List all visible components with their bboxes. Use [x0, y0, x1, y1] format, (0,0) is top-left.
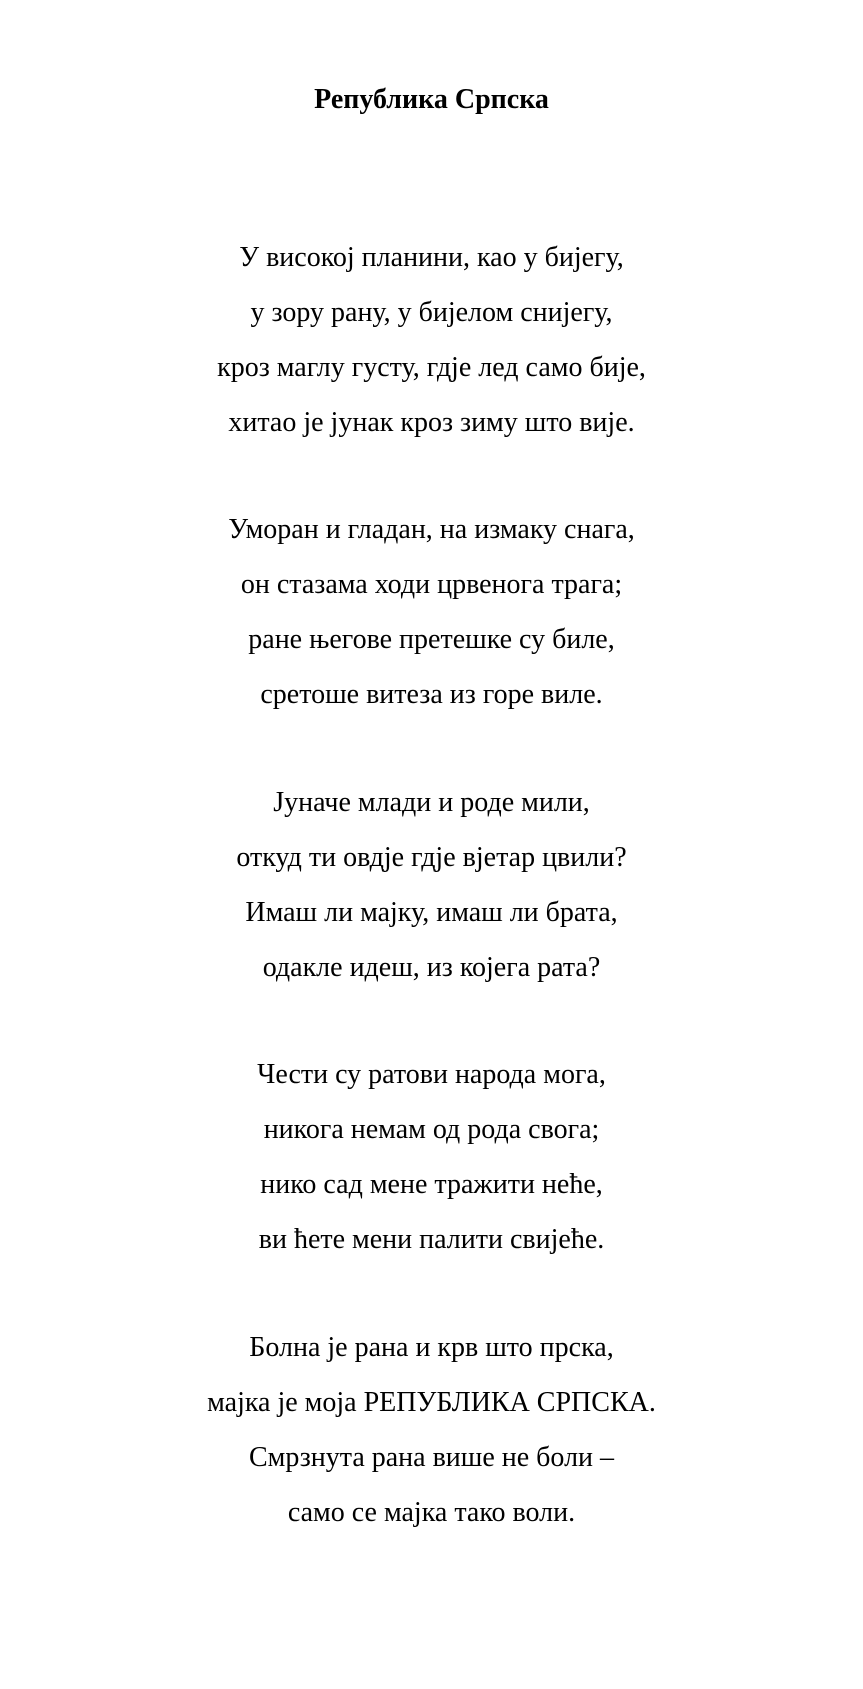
stanza-2 — [0, 502, 863, 722]
poem-line: никога немам од рода свога; — [263, 1114, 600, 1145]
poem-line: мајка је моја РЕПУБЛИКА СРПСКА. — [207, 1387, 656, 1418]
poem-line: Болна је рана и крв што прска, — [249, 1332, 614, 1363]
poem-line: Чести су ратови народа мога, — [257, 1059, 606, 1090]
poem-line: Имаш ли мајку, имаш ли брата, — [245, 897, 618, 928]
poem-line: кроз маглу густу, гдје лед само бије, — [217, 352, 646, 383]
poem-line: ви ћете мени палити свијеће. — [258, 1224, 605, 1255]
stanza-4 — [0, 1047, 863, 1267]
stanza-5 — [0, 1320, 863, 1540]
poem-line: хитао је јунак кроз зиму што вије. — [228, 407, 635, 438]
poem-line: ране његове претешке су биле, — [248, 624, 615, 655]
poem-title: Република Српска — [314, 84, 549, 115]
poem-line: сретоше витеза из горе виле. — [260, 679, 603, 710]
poem-line: он стазама ходи црвенога трага; — [240, 569, 623, 600]
poem-line: откуд ти овдје гдје вјетар цвили? — [236, 842, 627, 873]
poem-line: само се мајка тако воли. — [287, 1497, 576, 1528]
poem-line: одакле идеш, из којега рата? — [262, 952, 601, 983]
stanza-1 — [0, 230, 863, 450]
poem-line: у зору рану, у бијелом снијегу, — [250, 297, 613, 328]
poem-line: нико сад мене тражити неће, — [260, 1169, 603, 1200]
poem-line: Јуначе млади и роде мили, — [273, 787, 590, 818]
poem-line: Уморан и гладан, на измаку снага, — [228, 514, 635, 545]
poem-line: У високој планини, као у бијегу, — [239, 242, 624, 273]
poem-line: Смрзнута рана више не боли – — [248, 1442, 615, 1473]
stanza-3 — [0, 775, 863, 995]
